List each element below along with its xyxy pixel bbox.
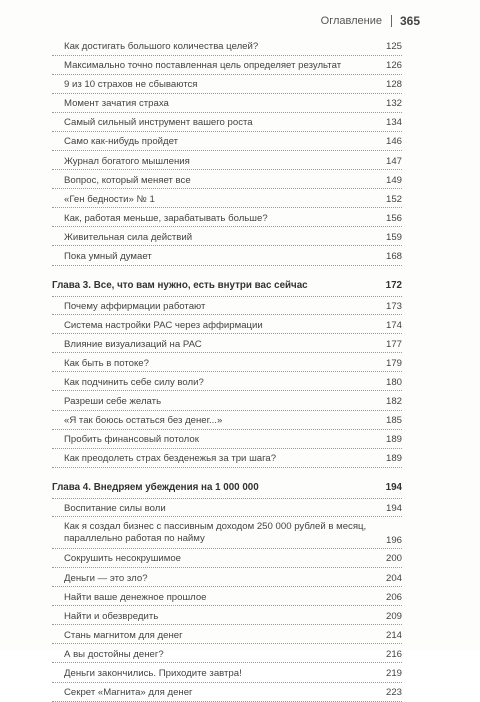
toc-entry[interactable] — [52, 569, 402, 588]
toc-entry[interactable] — [52, 152, 402, 171]
toc-entry-page: 216 — [385, 648, 402, 660]
toc-entry[interactable] — [52, 113, 402, 132]
toc-entry[interactable] — [52, 316, 402, 335]
toc-entry-page: 185 — [385, 415, 402, 427]
toc-entry-title: Как быть в потоке? — [64, 357, 149, 369]
chapter-title: Глава 3. Все, что вам нужно, есть внутри вас сейчас — [52, 279, 308, 291]
toc-entry-title: Самый сильный инструмент вашего роста — [64, 117, 253, 129]
toc-entry-page: 134 — [385, 117, 402, 129]
toc-entry-title: Живительная сила действий — [64, 231, 193, 243]
toc-entry-page: 126 — [385, 60, 402, 72]
toc-entry-title: Влияние визуализаций на РАС — [64, 338, 202, 350]
toc-entry[interactable] — [52, 56, 402, 75]
toc-entry-page: 132 — [385, 98, 402, 110]
toc-entry-page: 174 — [385, 319, 402, 331]
toc-entry[interactable] — [52, 354, 402, 373]
toc-entry-page: 194 — [385, 502, 402, 514]
toc-entry-title: Пока умный думает — [64, 251, 152, 263]
page-number: 365 — [399, 14, 420, 28]
toc-entry-title: Сокрушить несокрушимое — [64, 553, 182, 565]
toc-entry-page: 196 — [385, 534, 402, 546]
toc-entry[interactable] — [52, 228, 402, 247]
toc-entry-page: 128 — [385, 79, 402, 91]
toc-entry-page: 189 — [385, 453, 402, 465]
toc-entry-page: 168 — [385, 251, 402, 263]
toc-entry-title: Найти ваше денежное прошлое — [64, 591, 207, 603]
toc-entry[interactable] — [52, 37, 402, 56]
toc-entry-page: 180 — [385, 376, 402, 388]
toc-entry[interactable] — [52, 190, 402, 209]
toc-entry-title: Как подчинить себе силу воли? — [64, 376, 204, 388]
toc-entry-title: Журнал богатого мышления — [64, 155, 190, 167]
toc-entry-title: Как достигать большого количества целей? — [64, 41, 259, 52]
toc-entry[interactable] — [52, 171, 402, 190]
toc-entry-title: Система настройки РАС через аффирмации — [64, 319, 263, 331]
toc-entry[interactable] — [52, 132, 402, 151]
toc-entry-page: 159 — [385, 231, 402, 243]
toc-entry-page: 206 — [385, 591, 402, 603]
toc-entry-page: 177 — [385, 338, 402, 350]
toc-entry-title: Почему аффирмации работают — [64, 300, 206, 312]
toc-entry[interactable] — [52, 297, 402, 316]
toc-entry-page: 219 — [385, 668, 402, 680]
toc-entry-page: 125 — [385, 41, 402, 52]
toc-entry-title: «Ген бедности» № 1 — [64, 193, 155, 205]
toc-entry-page: 204 — [385, 572, 402, 584]
toc-entry[interactable] — [52, 549, 402, 568]
toc-entry[interactable] — [52, 335, 402, 354]
toc-entry-page: 149 — [385, 174, 402, 186]
toc-entry-page: 147 — [385, 155, 402, 167]
toc-entry[interactable] — [52, 518, 402, 549]
toc-entry-page: 214 — [385, 629, 402, 641]
toc-entry-title: Само как-нибудь пройдет — [64, 136, 179, 148]
toc-entry[interactable] — [52, 75, 402, 94]
header-divider — [391, 15, 392, 27]
toc-entry-title: 9 из 10 страхов не сбываются — [64, 79, 198, 91]
table-of-contents — [52, 37, 402, 702]
chapter-heading-3[interactable] — [52, 276, 402, 297]
toc-entry[interactable] — [52, 411, 402, 430]
running-head — [321, 14, 420, 28]
chapter-title: Глава 4. Внедряем убеждения на 1 000 000 — [52, 481, 259, 493]
toc-entry[interactable] — [52, 683, 402, 702]
chapter-heading-4[interactable] — [52, 478, 402, 499]
section-title: Оглавление — [320, 15, 382, 27]
toc-entry[interactable] — [52, 626, 402, 645]
toc-entry-title: Воспитание силы воли — [64, 502, 166, 514]
toc-group-chapter-4 — [52, 499, 402, 702]
toc-group-chapter-3 — [52, 297, 402, 468]
toc-entry-page: 146 — [385, 136, 402, 148]
toc-entry-page: 179 — [385, 357, 402, 369]
toc-entry[interactable] — [52, 664, 402, 683]
toc-entry-page: 182 — [385, 396, 402, 407]
toc-entry-title: Деньги закончились. Приходите завтра! — [64, 668, 242, 680]
chapter-page: 172 — [385, 279, 402, 291]
toc-entry[interactable] — [52, 588, 402, 607]
chapter-page: 194 — [385, 481, 402, 493]
toc-entry-title: Как преодолеть страх безденежья за три шага? — [64, 453, 277, 465]
toc-entry[interactable] — [52, 247, 402, 266]
toc-entry-page: 156 — [385, 212, 402, 224]
toc-entry-page: 189 — [385, 434, 402, 446]
toc-entry-title: Стань магнитом для денег — [64, 629, 183, 641]
toc-entry-title: Найти и обезвредить — [64, 610, 159, 622]
toc-entry-title: Момент зачатия страха — [64, 98, 169, 110]
toc-entry[interactable] — [52, 645, 402, 664]
toc-entry[interactable] — [52, 449, 402, 468]
toc-entry-title: А вы достойны денег? — [64, 648, 164, 660]
toc-entry-page: 152 — [385, 193, 402, 205]
toc-entry-title: Как, работая меньше, зарабатывать больше? — [64, 212, 268, 224]
toc-entry[interactable] — [52, 209, 402, 228]
toc-entry-title: «Я так боюсь остаться без денег...» — [64, 415, 223, 427]
toc-entry[interactable] — [52, 499, 402, 518]
toc-entry-title: Секрет «Магнита» для денег — [64, 687, 193, 699]
toc-entry[interactable] — [52, 430, 402, 449]
toc-entry-title: Пробить финансовый потолок — [64, 434, 199, 446]
toc-entry[interactable] — [52, 392, 402, 411]
toc-entry-page: 223 — [385, 687, 402, 699]
toc-entry-title: Вопрос, который меняет все — [64, 174, 191, 186]
toc-entry-title: Деньги — это зло? — [64, 572, 148, 584]
toc-entry-page: 173 — [385, 300, 402, 312]
toc-entry-title: Разреши себе желать — [64, 396, 162, 407]
toc-group-chapter-2 — [52, 37, 402, 266]
toc-entry[interactable] — [52, 94, 402, 113]
toc-entry-page: 200 — [385, 553, 402, 565]
toc-entry-page: 209 — [385, 610, 402, 622]
toc-entry[interactable] — [52, 373, 402, 392]
toc-entry-title: Как я создал бизнес с пассивным доходом 250 000 рублей в месяц, параллельно работая по найму — [64, 520, 367, 545]
toc-entry-title: Максимально точно поставленная цель определяет результат — [64, 60, 342, 72]
toc-entry[interactable] — [52, 607, 402, 626]
